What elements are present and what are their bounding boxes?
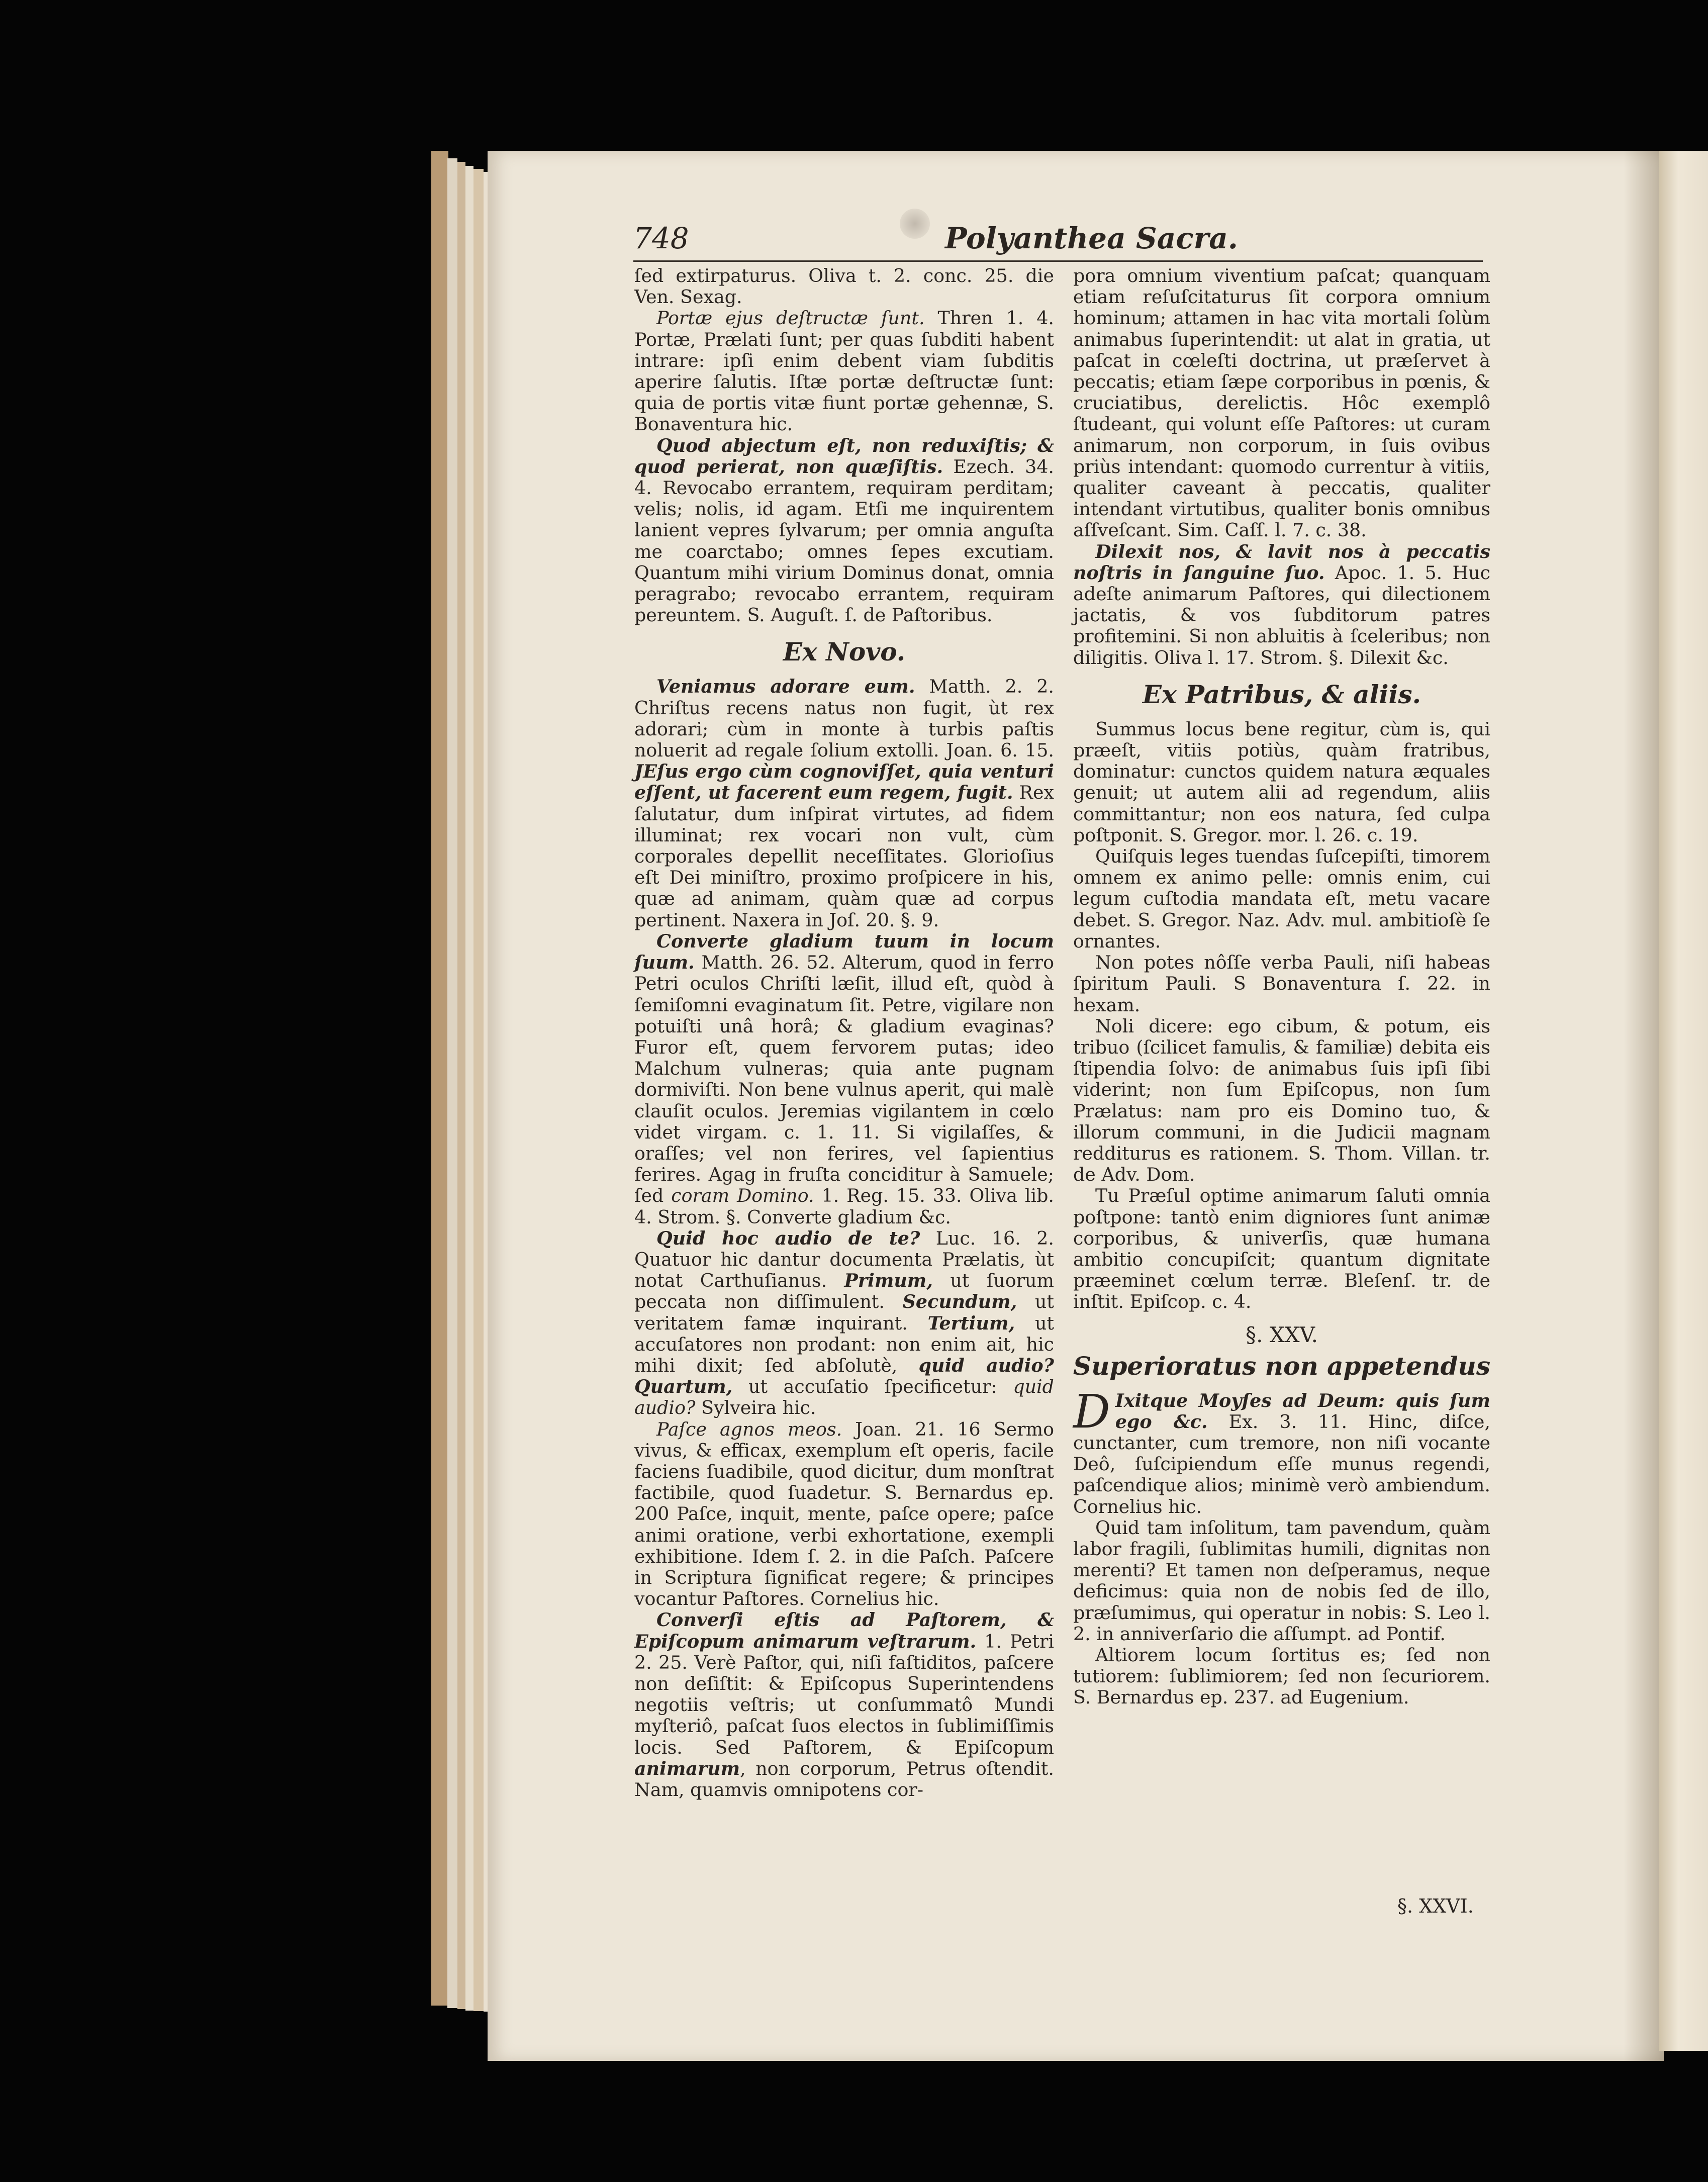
text: ſed extirpaturus. Oliva t. 2. conc. 25. die Ven. Sexag.	[634, 265, 1054, 308]
text: Summus locus bene regitur, cùm is, qui præeſt, vitiis potiùs, quàm fratribus, dominatur: cunctos quidem natura æquales genuit; ut autem alii ad regendum, aliis committantur; non eos natura, ſed culpa poſtponit. S. Gregor. mor. l. 26. c. 19.	[1073, 718, 1490, 846]
paragraph	[634, 265, 1054, 308]
paragraph	[1073, 265, 1490, 541]
left-column	[634, 265, 1054, 1800]
paragraph	[634, 308, 1054, 435]
text: Quiſquis leges tuendas ſuſcepiſti, timorem omnem ex animo pelle: omnis enim, cui legum cuſtodia mandata eſt, metu vacare debet. S. Gregor. Naz. Adv. mul. ambitioſè ſe ornantes.	[1073, 845, 1490, 952]
head-rule	[633, 260, 1483, 262]
paragraph	[634, 435, 1054, 626]
paragraph	[1073, 1016, 1490, 1186]
quote: Dilexit nos, & lavit nos à peccatis noſtris in ſanguine ſuo.	[1073, 540, 1490, 584]
paragraph	[1073, 1384, 1490, 1517]
section-heading-ex-patribus: Ex Patribus, & aliis.	[1142, 679, 1421, 709]
text: Quid tam inſolitum, tam pavendum, quàm labor fragili, ſublimitas humili, dignitas non merenti? Et tamen non deſperamus, neque deficimus: quia non de nobis ſed de illo, præſumimus, qui operatur in nobis: S. Leo l. 2. in anniverſario die aſſumpt. ad Pontif.	[1073, 1516, 1490, 1645]
term: Primum,	[844, 1270, 933, 1292]
drop-cap: D	[1073, 1384, 1110, 1439]
paragraph	[1073, 952, 1490, 1016]
section-number: §. XXV.	[1246, 1322, 1318, 1347]
right-page-sliver	[1659, 151, 1708, 2051]
text: Matth. 2. 2. Chriſtus recens natus non fugit, ùt rex adorari; cùm in monte à turbis paſtis noluerit ad regale ſolium extolli. Joan. 6. 15.	[634, 676, 1054, 762]
section-heading-ex-novo: Ex Novo.	[783, 637, 906, 667]
quote: Quid hoc audio de te?	[656, 1227, 920, 1249]
paragraph	[1073, 1185, 1490, 1312]
paragraph	[1073, 1645, 1490, 1709]
quote: Quod abjectum eſt, non reduxiſtis; & quod perierat, non quæſiſtis.	[634, 434, 1054, 478]
text: Rex ſalutatur, dum inſpirat virtutes, ad fidem illuminat; rex vocari non vult, cùm corporales depellit neceſſitates. Glorioſius eſt Dei miniſtro, proximo proſpicere in his, quæ ad animam, quàm quæ ad corpus pertinent. Naxera in Joſ. 20. §. 9.	[634, 782, 1055, 931]
quote: Veniamus adorare eum.	[656, 676, 915, 698]
page-edge	[465, 166, 473, 2011]
text: Noli dicere: ego cibum, & potum, eis tribuo (ſcilicet famulis, & familiæ) debita eis ſtipendia ſolvo: de animabus ſuis ipſi ſibi viderint; non ſum Epiſcopus, non ſum Prælatus: nam pro eis Domino tuo, & illorum communi, in die Judicii magnam redditurus es rationem. S. Thom. Villan. tr. de Adv. Dom.	[1073, 1015, 1490, 1186]
term: Secundum,	[902, 1291, 1017, 1313]
running-head	[633, 221, 1488, 256]
paragraph	[1073, 1517, 1490, 1645]
quote: Paſce agnos meos.	[656, 1418, 842, 1440]
text: Matth. 26. 52. Alterum, quod in ferro Petri oculos Chriſti læſit, illud eſt, quòd à ſemiſomni evaginatum ſit. Petre, vigilare non potuiſti unâ horâ; & gladium evaginas? Furor eſt, quem fervorem putas; ideo Malchum vulneras; quia ante pugnam dormiviſti. Non bene vulnus aperit, qui malè clauſit oculos. Jeremias vigilantem in cœlo videt virgam. c. 1. 11. Si vigilaſſes, & oraſſes; vel non ferires, vel ſapientius ferires. Agag in fruſta conciditur à Samuele; ſed	[634, 952, 1054, 1207]
term: Tertium,	[927, 1312, 1015, 1334]
paragraph	[634, 1419, 1054, 1610]
quote: JEſus ergo cùm cognoviſſet, quia venturi eſſent, ut facerent eum regem, fugit.	[634, 761, 1054, 804]
book-gutter	[1624, 151, 1664, 2061]
quote: quid audio?	[918, 1354, 1054, 1376]
paragraph	[634, 931, 1054, 1228]
running-title: Polyanthea Sacra.	[945, 221, 1238, 255]
right-column	[1073, 265, 1490, 1709]
paragraph	[1073, 541, 1490, 669]
quote: Ixitque Moyſes ad Deum: quis ſum ego &c.	[1115, 1389, 1490, 1433]
text: ut accuſatio ſpecificetur:	[732, 1376, 997, 1398]
paragraph	[1073, 719, 1490, 846]
text: ut accuſatores non prodant: non enim ait, hic mihi dixit; ſed abſolutè,	[634, 1312, 1054, 1376]
text: ut veritatem famæ inquirant.	[634, 1291, 1054, 1334]
text: Altiorem locum ſortitus es; ſed non tutiorem: ſublimiorem; ſed non ſecuriorem. S. Bernardus ep. 237. ad Eugenium.	[1073, 1644, 1490, 1709]
quote: coram Domino.	[671, 1185, 814, 1207]
quote: Converſi eſtis ad Paſtorem, & Epiſcopum animarum veſtrarum.	[634, 1609, 1054, 1652]
text: Non potes nôſſe verba Pauli, niſi habeas ſpiritum Pauli. S Bonaventura ſ. 22. in hexam.	[1073, 952, 1490, 1016]
text: 1. Petri 2. 25. Verè Paſtor, qui, niſi faſtiditos, paſcere non deſiſtit: & Epiſcopus Superintendens negotiis veſtris; ut conſummatô Mundi myſteriô, paſcat ſuos electos in ſublimiſſimis locis. Sed Paſtorem, & Epiſcopum	[634, 1630, 1054, 1758]
page-edge	[473, 169, 484, 2011]
text: Joan. 21. 16 Sermo vivus, & efficax, exemplum eſt operis, facile faciens ſuadibile, quod dicitur, dum monſtrat factibile, quod ſuadetur. S. Bernardus ep. 200 Paſce, inquit, mente, paſce opere; paſce animi oratione, verbi exhortatione, exempli exhibitione. Idem ſ. 2. in die Paſch. Paſcere in Scriptura ſignificat regere; & principes vocantur Paſtores. Cornelius hic.	[634, 1418, 1054, 1610]
text: pora omnium viventium paſcat; quanquam etiam reſuſcitaturus ſit corpora omnium hominum; attamen in hac vita mortali ſolùm animabus ſuperintendit: ut alat in gratia, ut paſcat in cœleſti doctrina, ut præſervet à peccatis; etiam ſæpe corporibus in pœnis, & cruciatibus, derelictis. Hôc exemplô ſtudeant, qui volunt eſſe Paſtores: ut curam animarum, non corporum, in ſuis ovibus priùs intendant: quomodo currentur à vitiis, qualiter caveant à peccatis, qualiter intendant virtutibus, qualiter bonis omnibus aſſveſcant. Sim. Caſſ. l. 7. c. 38.	[1073, 265, 1490, 541]
page-number: 748	[633, 221, 689, 255]
paragraph	[634, 1609, 1054, 1800]
paragraph	[1073, 846, 1490, 952]
paragraph	[634, 1228, 1054, 1419]
text: Ezech. 34. 4. Revocabo errantem, requiram perditam; velis; nolis, id agam. Etſi me inquirentem lanient vepres ſylvarum; per omnia anguſta me coarctabo; omnes ſepes excutiam. Quantum mihi virium Dominus donat, omnia peragrabo; revocabo errantem, requiram pereuntem. S. Auguſt. ſ. de Paſtoribus.	[634, 455, 1054, 626]
quote: animarum	[634, 1757, 740, 1779]
page-edge	[447, 158, 457, 2008]
catchword: §. XXVI.	[1397, 1895, 1474, 1917]
page-edge	[457, 162, 465, 2009]
quote: Converte gladium tuum in locum ſuum.	[634, 930, 1054, 974]
paragraph	[634, 676, 1054, 930]
text: , non corporum, Petrus oſtendit. Nam, quamvis omnipotens cor-	[634, 1757, 1054, 1801]
text: Luc. 16. 2. Quatuor hic dantur documenta Prælatis, ùt notat Carthuſianus.	[634, 1227, 1054, 1292]
text: Sylveira hic.	[695, 1397, 816, 1419]
text: Thren 1. 4. Portæ, Prælati ſunt; per quas ſubditi habent intrare: ipſi enim debent viam ſubditis aperire ſalutis. Iſtæ portæ deſtructæ ſunt: quia de portis vitæ fiunt portæ gehennæ, S. Bonaventura hic.	[634, 307, 1054, 435]
text: ut ſuorum peccata non diſſimulent.	[634, 1270, 1054, 1313]
section-title: Superioratus non appetendus	[1073, 1351, 1490, 1381]
quote: quid audio?	[634, 1376, 1054, 1419]
term: Quartum,	[634, 1376, 733, 1398]
text: Tu Præſul optime animarum ſaluti omnia poſtpone: tantò enim digniores ſunt animæ corporibus, & univerſis, quæ humana ambitio concupiſcit; quantum dignitate præeminet cœlum terræ. Bleſenſ. tr. de inſtit. Epiſcop. c. 4.	[1073, 1185, 1490, 1313]
text: 1. Reg. 15. 33. Oliva lib. 4. Strom. §. Converte gladium &c.	[634, 1185, 1054, 1228]
text: Apoc. 1. 5. Huc adeſte animarum Paſtores, qui dilectionem jactatis, & vos ſubditorum patres profitemini. Si non abluitis à ſceleribus; non diligitis. Oliva l. 17. Strom. §. Dilexit &c.	[1073, 561, 1490, 669]
book-edge	[431, 151, 448, 2006]
quote: Portæ ejus deſtructæ ſunt.	[656, 307, 925, 329]
text: Ex. 3. 11. Hinc, diſce, cunctanter, cum tremore, non niſi vocante Deô, ſuſcipiendum eſſe munus regendi, paſcendique alios; minimè verò ambiendum. Cornelius hic.	[1073, 1410, 1490, 1517]
